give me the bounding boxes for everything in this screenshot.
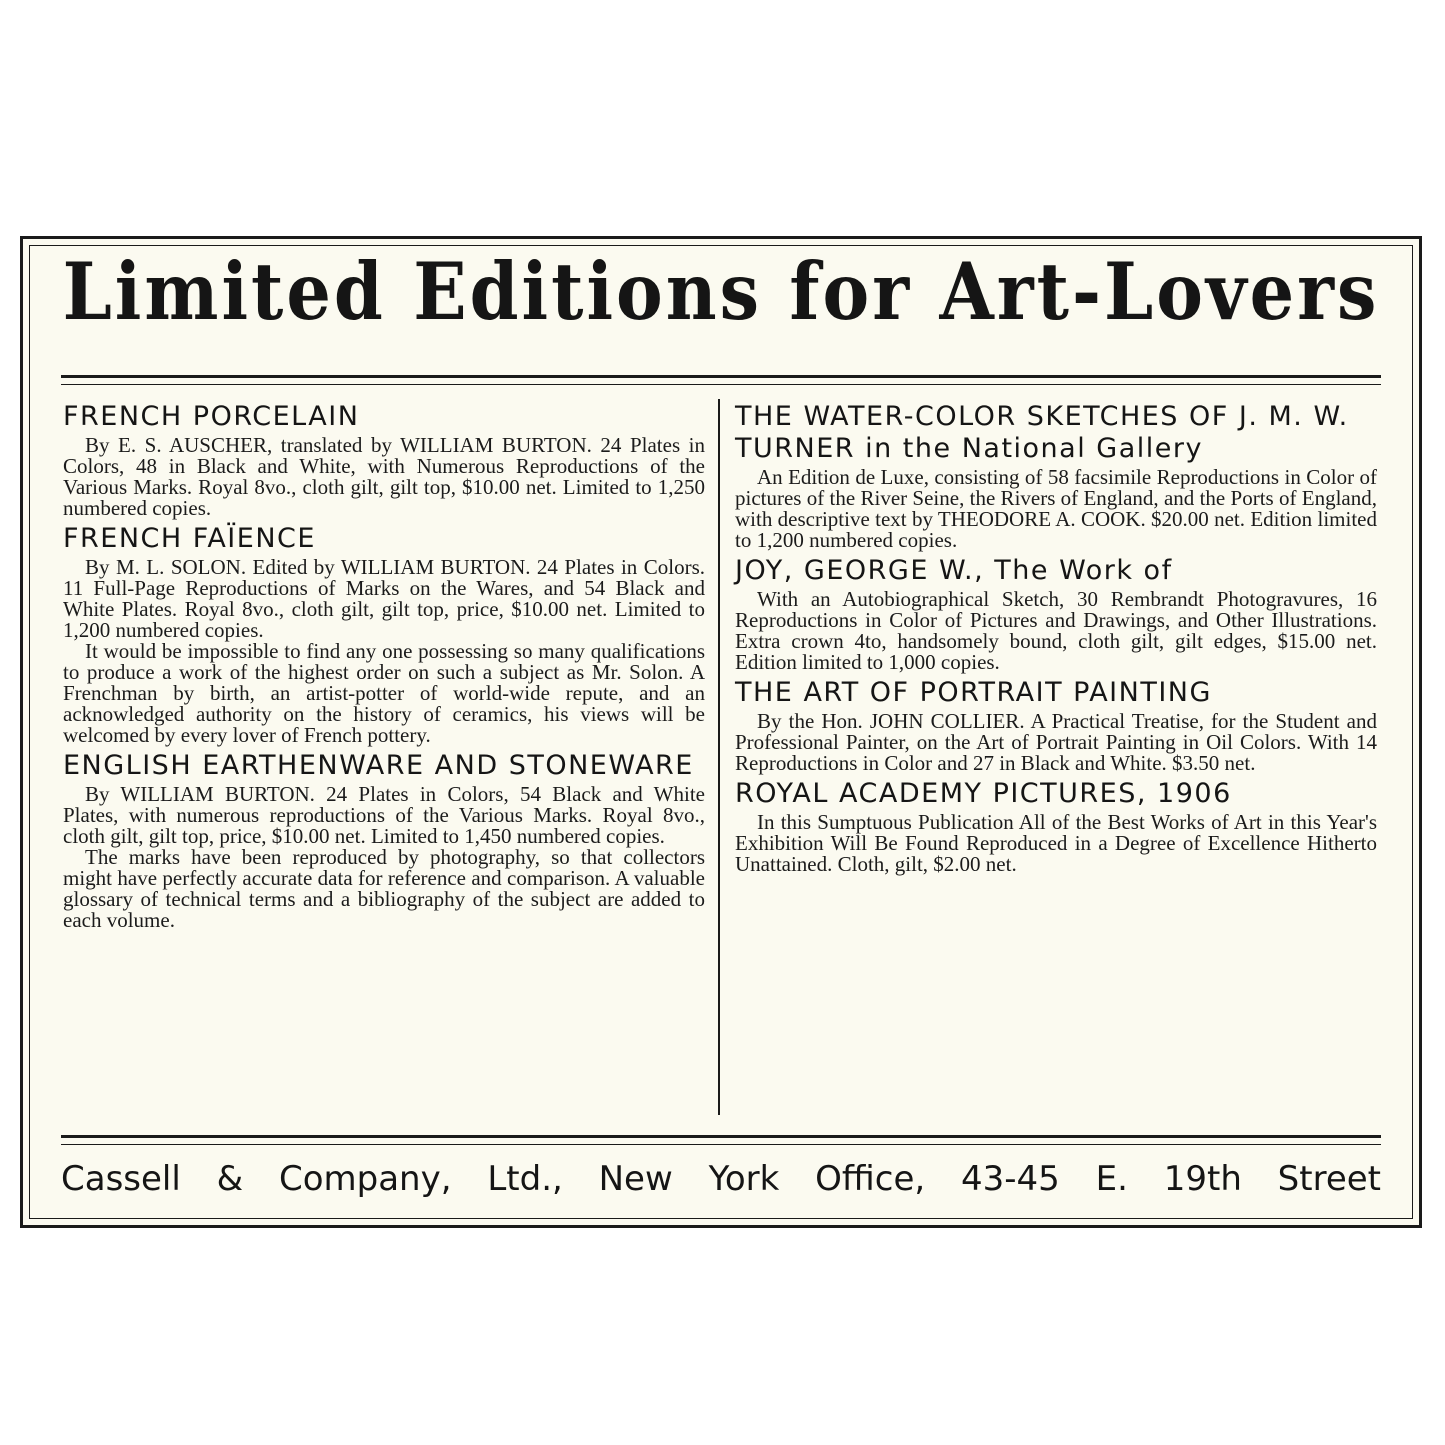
entry-body-paragraph-2: The marks have been reproduced by photography, so that collectors might have perfectly accurate data for reference and comparison. A valuable glossary of technical terms and a bibliography of the subject are added to each volume.: [63, 845, 705, 932]
entry-turner-sketches: [735, 401, 1377, 551]
entry-heading: JOY, GEORGE W., The Work of: [735, 555, 1173, 586]
entry-body: With an Autobiographical Sketch, 30 Rembrandt Photogravures, 16 Reproductions in Color of Pictures and Drawings, and Other Illustrations. Extra crown 4to, handsomely bound, cloth gilt, gilt edges, $15.00 net. Edition limited to 1,000 copies.: [735, 587, 1377, 674]
entry-body: In this Sumptuous Publication All of the Best Works of Art in this Year's Exhibition Will Be Found Reproduced in a Degree of Excellence Hitherto Unattained. Cloth, gilt, $2.00 net.: [735, 810, 1377, 876]
entry-heading: ENGLISH EARTHENWARE AND STONEWARE: [63, 750, 694, 781]
entry-body: By M. L. SOLON. Edited by WILLIAM BURTON. 24 Plates in Colors. 11 Full-Page Reproductions of Marks on the Wares, and 54 Black and White Plates. Royal 8vo., cloth gilt, gilt top, price, $10.00 net. Limited to 1,200 numbered copies.: [63, 555, 705, 642]
entry-french-faience: [63, 523, 705, 746]
column-divider: [718, 399, 720, 1115]
publisher-footer: Cassell & Company, Ltd., New York Office, 43-45 E. 19th Street: [61, 1159, 1381, 1199]
entry-heading: ROYAL ACADEMY PICTURES, 1906: [735, 778, 1232, 809]
entry-royal-academy: [735, 778, 1377, 875]
entry-heading: FRENCH FAÏENCE: [63, 523, 316, 554]
entry-body: By WILLIAM BURTON. 24 Plates in Colors, 54 Black and White Plates, with numerous reproductions of the Various Marks. Royal 8vo., cloth gilt, gilt top, price, $10.00 net. Limited to 1,450 numbered copies.: [63, 782, 705, 848]
bottom-double-rule: [61, 1135, 1381, 1145]
entry-body-paragraph-2: It would be impossible to find any one possessing so many qualifications to produce a work of the highest order on such a subject as Mr. Solon. A Frenchman by birth, an artist-potter of world-wide repute, and an acknowledged authority on the history of ceramics, his views will be welcomed by every lover of French pottery.: [63, 639, 705, 747]
entry-french-porcelain: [63, 401, 705, 519]
entry-portrait-painting: [735, 677, 1377, 774]
advertisement: [20, 236, 1422, 1228]
entry-heading: THE ART OF PORTRAIT PAINTING: [735, 677, 1212, 708]
entry-body: An Edition de Luxe, consisting of 58 facsimile Reproductions in Color of pictures of the River Seine, the Rivers of England, and the Ports of England, with descriptive text by THEODORE A. COOK. $20.00 net. Edition limited to 1,200 numbered copies.: [735, 465, 1377, 552]
left-column: [63, 401, 705, 935]
entry-english-earthenware: [63, 750, 705, 931]
entry-george-joy: [735, 555, 1377, 673]
entry-heading: THE WATER-COLOR SKETCHES OF J. M. W. TURNER in the National Gallery: [735, 401, 1349, 464]
entry-body: By E. S. AUSCHER, translated by WILLIAM BURTON. 24 Plates in Colors, 48 in Black and White, with Numerous Reproductions of the Various Marks. Royal 8vo., cloth gilt, gilt top, $10.00 net. Limited to 1,250 numbered copies.: [63, 433, 705, 520]
top-double-rule: [61, 375, 1381, 385]
ad-title: Limited Editions for Art-Lovers: [62, 244, 1380, 338]
right-column: [735, 401, 1377, 879]
entry-heading: FRENCH PORCELAIN: [63, 401, 360, 432]
entry-body: By the Hon. JOHN COLLIER. A Practical Treatise, for the Student and Professional Painter, on the Art of Portrait Painting in Oil Colors. With 14 Reproductions in Color and 27 in Black and White. $3.50 net.: [735, 709, 1377, 775]
